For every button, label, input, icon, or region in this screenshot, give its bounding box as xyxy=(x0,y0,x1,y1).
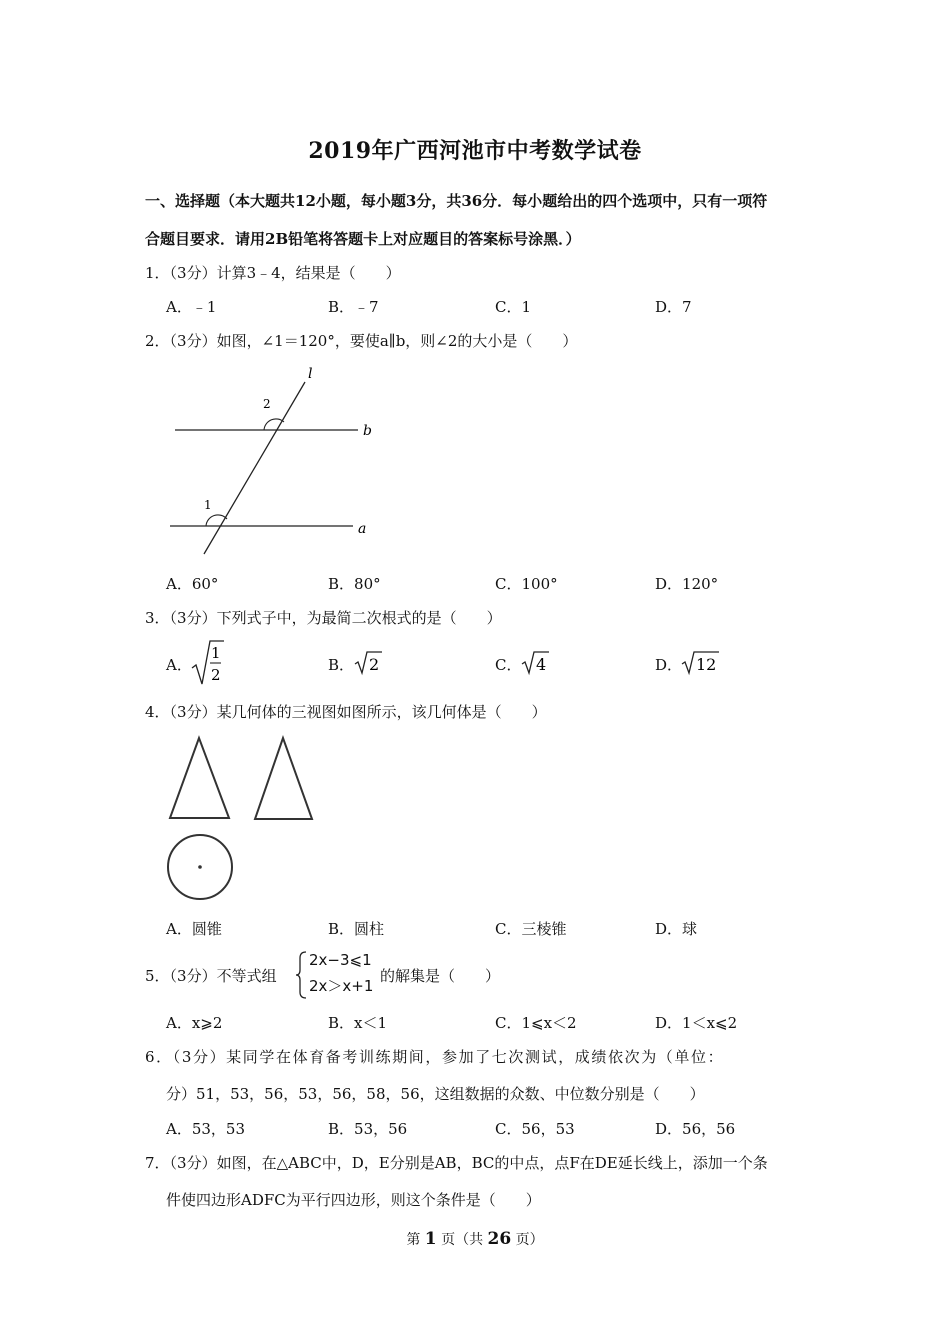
label-angle-1: 1 xyxy=(204,498,212,512)
q3-sqrt-2 xyxy=(354,650,384,676)
line-l xyxy=(204,382,305,554)
section-heading-line2: 合题目要求．请用2B铅笔将答题卡上对应题目的答案标号涂黑．） xyxy=(145,230,581,248)
page-total: 26 xyxy=(487,1229,512,1249)
front-view-triangle xyxy=(170,738,229,818)
q6-option-a[interactable]: A．53，53 xyxy=(166,1120,246,1138)
label-angle-2: 2 xyxy=(263,397,271,411)
page-title: 2019年广西河池市中考数学试卷 xyxy=(308,138,642,164)
question-6-stem-line2: 分）51，53，56，53，56，58，56，这组数据的众数、中位数分别是（ ） xyxy=(166,1085,705,1103)
question-1-stem: 1．（3分）计算3﹣4，结果是（ ） xyxy=(145,264,401,282)
q3-sqrt-12 xyxy=(681,650,721,676)
q2-option-c[interactable]: C．100° xyxy=(495,575,558,593)
question-3-stem: 3．（3分）下列式子中，为最简二次根式的是（ ） xyxy=(145,609,502,627)
q2-option-d[interactable]: D．120° xyxy=(655,575,719,593)
question-5-stem-after: 的解集是（ ） xyxy=(380,967,501,985)
svg-text:12: 12 xyxy=(696,655,717,674)
q6-option-b[interactable]: B．53，56 xyxy=(328,1120,408,1138)
q5-option-c[interactable]: C．1⩽x＜2 xyxy=(495,1014,577,1032)
q4-option-b[interactable]: B．圆柱 xyxy=(328,920,385,938)
q1-option-b[interactable]: B．﹣7 xyxy=(328,298,379,316)
q4-option-d[interactable]: D．球 xyxy=(655,920,698,938)
label-a: a xyxy=(358,521,367,537)
q5-left-brace xyxy=(296,950,308,1000)
page-footer: 第 1 页（共 26 页） xyxy=(406,1229,544,1249)
page-number: 1 xyxy=(424,1229,437,1249)
svg-text:2: 2 xyxy=(211,666,221,684)
q1-option-a[interactable]: A．﹣1 xyxy=(166,298,217,316)
q5-inequality-2: 2x＞x+1 xyxy=(309,977,374,995)
top-view-center-dot xyxy=(198,865,202,869)
angle-2-arc xyxy=(264,419,284,430)
question-7-stem-line2: 件使四边形ADFC为平行四边形，则这个条件是（ ） xyxy=(166,1191,541,1209)
q5-option-b[interactable]: B．x＜1 xyxy=(328,1014,388,1032)
question-6-stem-line1: 6．（3分）某同学在体育备考训练期间，参加了七次测试，成绩依次为（单位： xyxy=(145,1048,725,1066)
q3-option-a[interactable]: A． xyxy=(166,656,192,674)
q3-option-b[interactable]: B． xyxy=(328,656,355,674)
q3-sqrt-half xyxy=(190,638,226,688)
label-b: b xyxy=(363,423,372,439)
q4-option-c[interactable]: C．三棱锥 xyxy=(495,920,567,938)
question-7-stem-line1: 7．（3分）如图，在△ABC中，D，E分别是AB，BC的中点，点F在DE延长线上，添加一个条 xyxy=(145,1154,768,1172)
question-5-stem-before: 5．（3分）不等式组 xyxy=(145,967,277,985)
q1-option-d[interactable]: D．7 xyxy=(655,298,692,316)
svg-text:1: 1 xyxy=(211,644,221,662)
side-view-triangle xyxy=(255,738,312,819)
svg-text:4: 4 xyxy=(536,655,547,674)
q3-option-c[interactable]: C． xyxy=(495,656,522,674)
q1-option-c[interactable]: C．1 xyxy=(495,298,532,316)
q5-inequality-1: 2x−3⩽1 xyxy=(309,951,372,969)
q2-option-a[interactable]: A．60° xyxy=(166,575,219,593)
q6-option-d[interactable]: D．56，56 xyxy=(655,1120,736,1138)
q5-option-d[interactable]: D．1＜x⩽2 xyxy=(655,1014,738,1032)
svg-text:2: 2 xyxy=(369,655,380,674)
label-l: l xyxy=(308,366,313,382)
q2-parallel-lines-figure xyxy=(160,360,390,560)
question-4-stem: 4．（3分）某几何体的三视图如图所示，该几何体是（ ） xyxy=(145,703,547,721)
section-heading-line1: 一、选择题（本大题共12小题，每小题3分，共36分．每小题给出的四个选项中，只有一项符 xyxy=(145,192,768,210)
q2-option-b[interactable]: B．80° xyxy=(328,575,381,593)
q4-three-views-figure xyxy=(160,730,330,910)
q3-sqrt-4 xyxy=(521,650,551,676)
q6-option-c[interactable]: C．56，53 xyxy=(495,1120,575,1138)
q5-option-a[interactable]: A．x⩾2 xyxy=(166,1014,223,1032)
question-2-stem: 2．（3分）如图，∠1＝120°，要使a∥b，则∠2的大小是（ ） xyxy=(145,332,578,350)
q4-option-a[interactable]: A．圆锥 xyxy=(166,920,222,938)
q3-option-d[interactable]: D． xyxy=(655,656,683,674)
